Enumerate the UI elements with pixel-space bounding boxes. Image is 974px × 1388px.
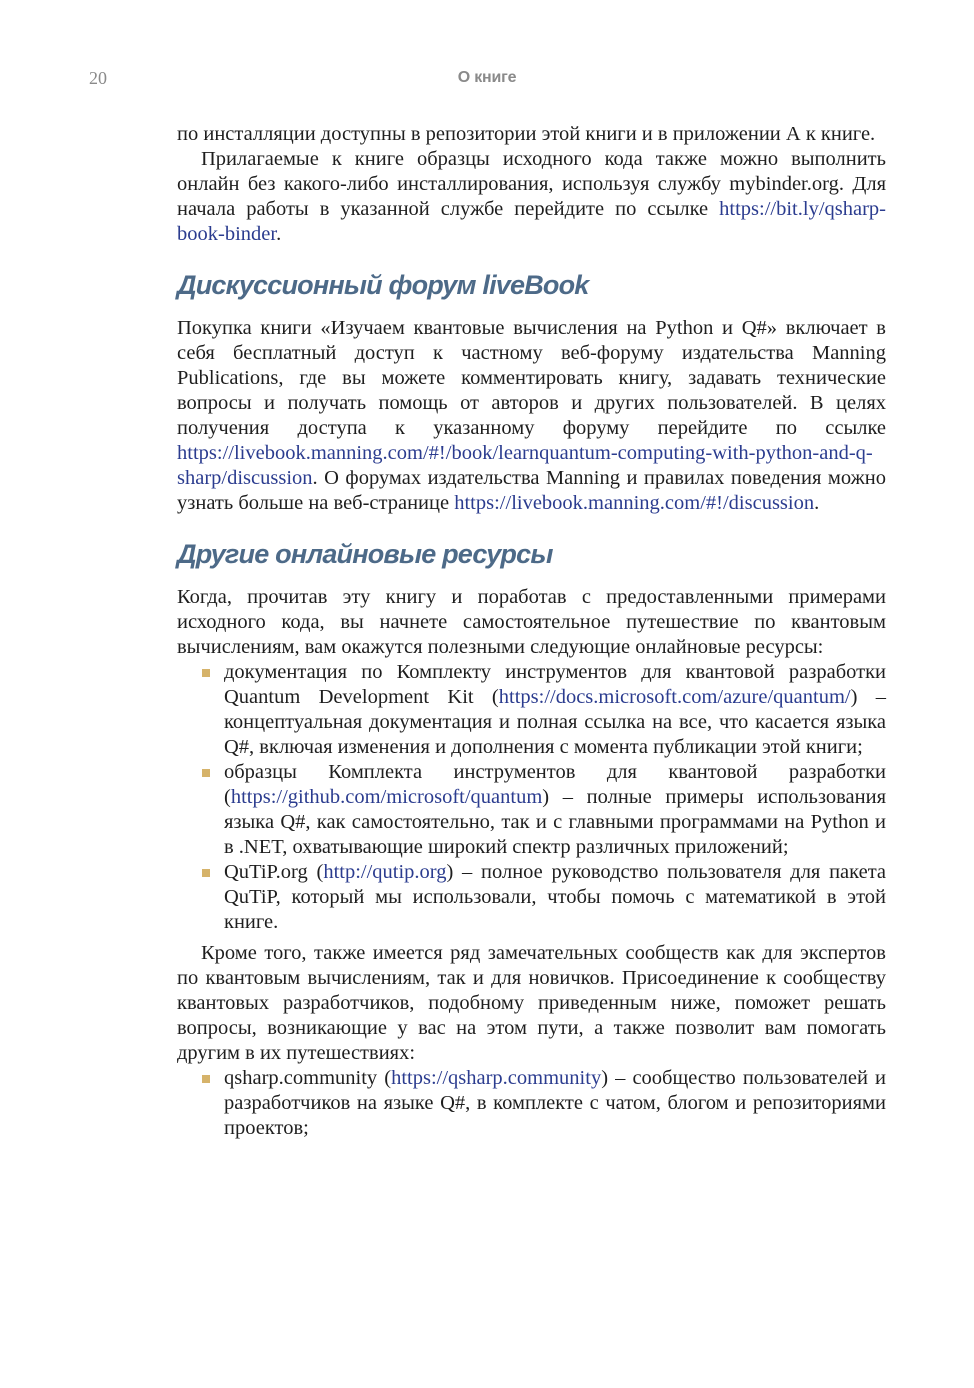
intro-paragraph-1: по инсталляции доступны в репозитории этой книги и в приложении А к книге.	[177, 123, 876, 145]
forum-paragraph	[177, 316, 886, 516]
item-text: ) – концептуальная документация и полная ссылка на все, что касается языка Q#, включая изменения и дополнения с момента публикации этой книги;	[224, 686, 886, 758]
section-heading-forum: Дискуссионный форум liveBook	[177, 270, 589, 300]
list-item	[224, 760, 886, 860]
intro-paragraph-2	[177, 147, 886, 247]
item-text: образцы Комплекта инструментов для квантовой разработки (	[224, 761, 886, 808]
section-heading-resources: Другие онлайновые ресурсы	[177, 539, 553, 569]
square-bullet-icon	[202, 869, 210, 877]
qdk-docs-link[interactable]: https://docs.microsoft.com/azure/quantum/	[498, 686, 851, 708]
community-list	[177, 1066, 886, 1141]
community-intro: Кроме того, также имеется ряд замечательных сообществ как для экспертов по квантовым вычислениям, так и для новичков. Присоединение к сообществу квантовых разработчиков, подобному приведенным ниже, поможет решать вопросы, возникающие у вас на этом пути, а также позволит вам помогать другим в их путешествиях:	[177, 942, 886, 1064]
item-text: QuTiP.org (	[224, 861, 324, 883]
list-item	[224, 860, 886, 935]
square-bullet-icon	[202, 769, 210, 777]
paragraph-text: Покупка книги «Изучаем квантовые вычисления на Python и Q#» включает в себя бесплатный доступ к частному веб-форуму издательства Manning Publications, где вы можете комментировать книгу, задавать технические вопросы и получать помощь от авторов и других пользователей. В целях получения доступа к указанному форуму перейдите по ссылке	[177, 317, 886, 439]
page-body	[177, 122, 886, 1141]
resources-intro: Когда, прочитав эту книгу и поработав с предоставленными примерами исходного кода, вы начнете самостоятельное путешествие по квантовым вычислениям, вам окажутся полезными следующие онлайновые ресурсы:	[177, 586, 886, 658]
list-item	[224, 660, 886, 760]
square-bullet-icon	[202, 669, 210, 677]
livebook-discussion-link[interactable]: https://livebook.manning.com/#!/discussion	[454, 492, 815, 514]
livebook-book-link[interactable]: https://livebook.manning.com/#!/book/learnquantum-computing-with-python-and-q-sharp/discussion	[177, 442, 873, 489]
qutip-link[interactable]: http://qutip.org	[323, 861, 447, 883]
item-text: документация по Комплекту инструментов для квантовой разработки Quantum Development Kit (	[224, 661, 886, 708]
resources-list	[177, 660, 886, 935]
page-number: 20	[89, 68, 107, 88]
item-text: ) – полные примеры использования языка Q#, как самостоятельно, так и с главными программами на Python и в .NET, охватывающие широкий спектр различных приложений;	[224, 786, 886, 858]
paragraph-text: .	[814, 492, 820, 514]
running-header	[0, 68, 974, 92]
running-title: О книге	[457, 69, 517, 86]
list-item	[224, 1066, 886, 1141]
qsharp-community-link[interactable]: https://qsharp.community	[391, 1067, 602, 1089]
paragraph-text: . О форумах издательства Manning и правилах поведения можно узнать больше на веб-странице	[177, 467, 886, 514]
item-text: ) – сообщество пользователей и разработчиков на языке Q#, в комплекте с чатом, блогом и репозиториями проектов;	[224, 1067, 886, 1139]
paragraph-text: Прилагаемые к книге образцы исходного кода также можно выполнить онлайн без какого-либо инсталлирования, используя службу mybinder.org. Для начала работы в указанной службе перейдите по ссылке	[177, 148, 886, 220]
item-text: ) – полное руководство пользователя для пакета QuTiP, который мы использовали, чтобы помочь с математикой в этой книге.	[224, 861, 886, 933]
binder-link[interactable]: https://bit.ly/qsharp-book-binder	[177, 198, 886, 245]
qdk-samples-link[interactable]: https://github.com/microsoft/quantum	[230, 786, 543, 808]
item-text: qsharp.community (	[224, 1067, 392, 1089]
square-bullet-icon	[202, 1075, 210, 1083]
paragraph-text: .	[276, 223, 282, 245]
